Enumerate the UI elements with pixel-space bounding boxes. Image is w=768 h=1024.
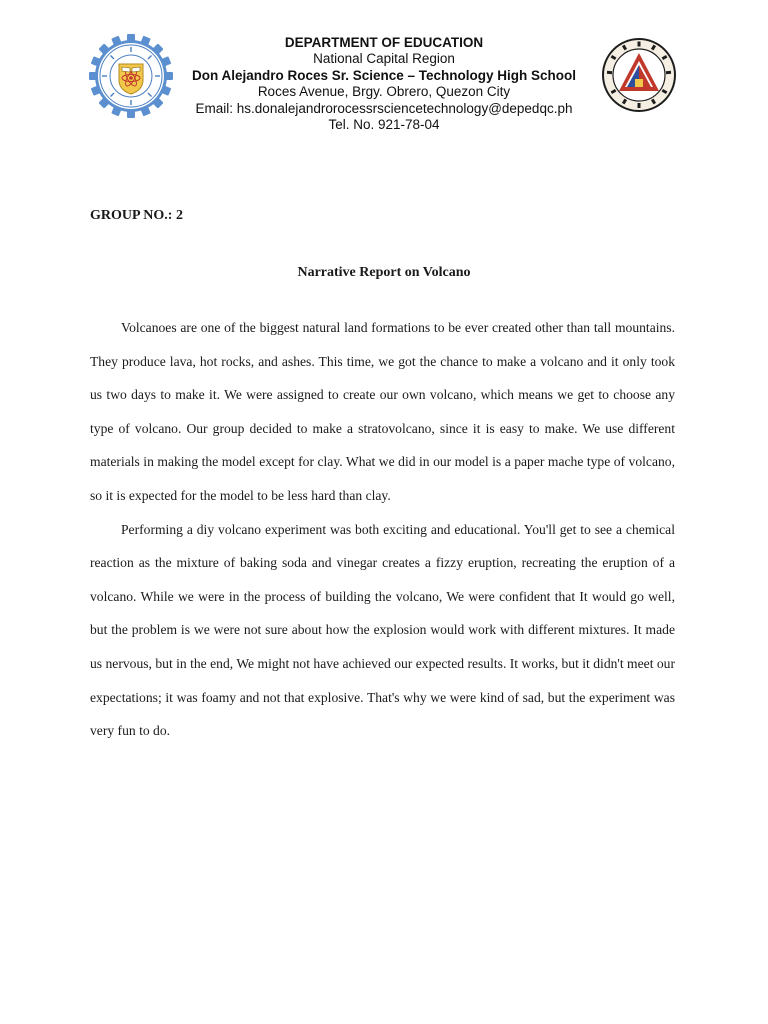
division-seal-icon: [601, 37, 677, 113]
paragraph-2: Performing a diy volcano experiment was both exciting and educational. You'll get to see a chemical reaction as the mixture of baking soda and vinegar creates a fizzy eruption, recreating the eruption of a volcano. While we were in the process of building the volcano, We were confident that It would go well, but the problem is we were not sure about how the explosion would work with different mixtures. It made us nervous, but in the end, We might not have achieved our expected results. It works, but it didn't meet our expectations; it was foamy and not that explosive. That's why we were kind of sad, but the experiment was very fun to do.: [90, 521, 675, 739]
agency-name: DEPARTMENT OF EDUCATION: [284, 35, 484, 50]
report-title: Narrative Report on Volcano: [297, 265, 471, 280]
group-label: GROUP NO.: 2: [90, 208, 183, 223]
school-telephone: Tel. No. 921-78-04: [328, 117, 440, 133]
school-address: Roces Avenue, Brgy. Obrero, Quezon City: [257, 84, 511, 100]
letterhead-text: [170, 35, 598, 133]
region-name: National Capital Region: [313, 51, 455, 67]
letterhead: [0, 34, 768, 134]
paragraph-1: Volcanoes are one of the biggest natural land formations to be ever created other than tall mountains. They produce lava, hot rocks, and ashes. This time, we got the chance to make a volcano and it only took us two days to make it. We were assigned to create our own volcano, which means we get to choose any type of volcano. Our group decided to make a stratovolcano, since it is easy to make. We use different materials in making the model except for clay. What we did in our model is a paper mache type of volcano, so it is expected for the model to be less hard than clay.: [90, 320, 675, 503]
school-email: Email: hs.donalejandrorocessrsciencetechnology@depedqc.ph: [195, 100, 573, 116]
report-body: [90, 311, 675, 748]
school-seal-icon: [89, 34, 173, 118]
school-name: Don Alejandro Roces Sr. Science – Technology High School: [191, 67, 577, 83]
